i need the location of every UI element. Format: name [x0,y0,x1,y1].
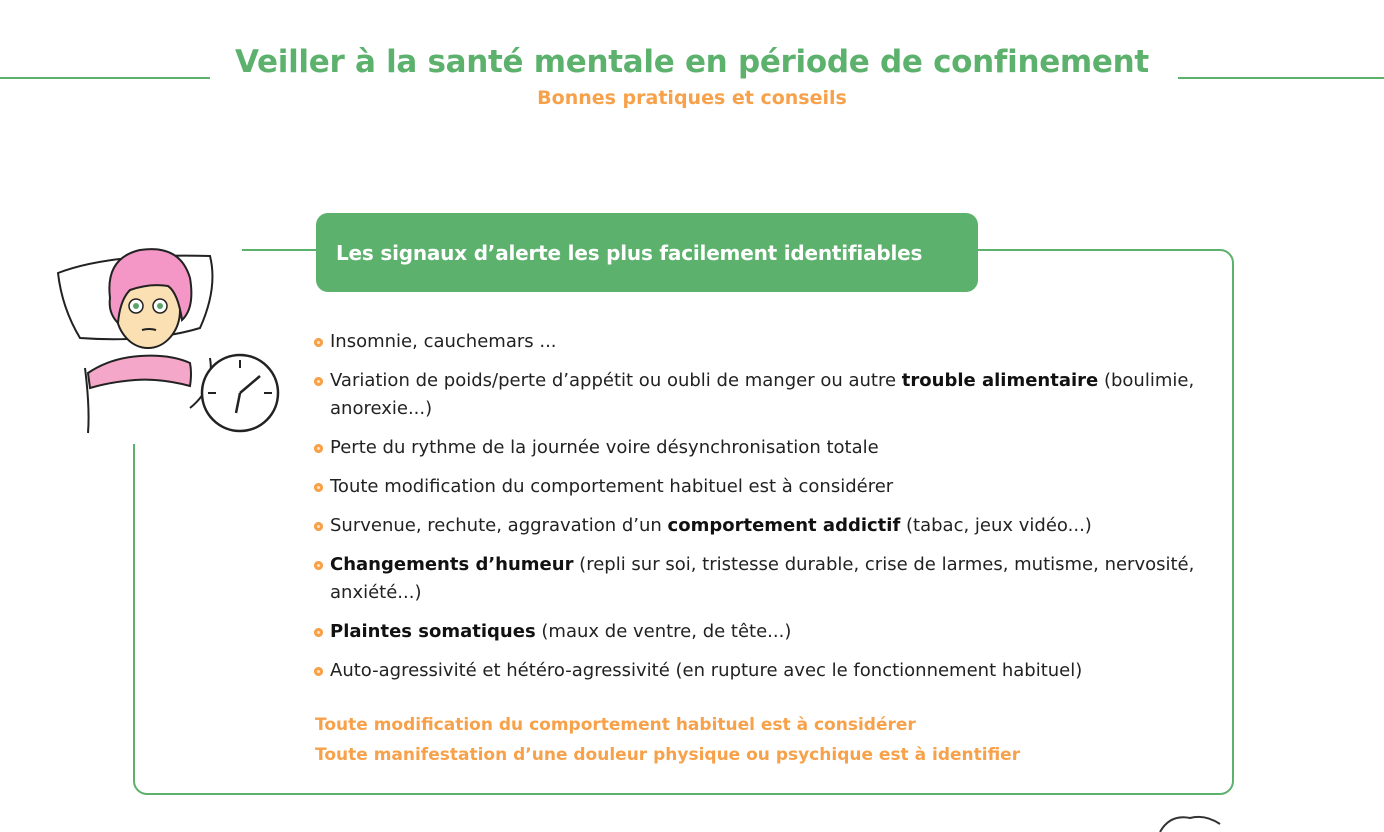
alert-signals-list [314,328,1214,696]
orange-dot-bullet-icon [314,377,323,386]
highlight-note: Toute modification du comportement habituel est à considérer [315,715,916,735]
sleepless-person-with-clock-icon [50,238,290,438]
list-item: Plaintes somatiques (maux de ventre, de tête...) [314,618,1214,646]
orange-dot-bullet-icon [314,444,323,453]
list-item: Insomnie, cauchemars ... [314,328,1214,356]
highlight-note: Toute manifestation d’une douleur physique ou psychique est à identifier [315,745,1021,765]
orange-dot-bullet-icon [314,522,323,531]
page-title: Veiller à la santé mentale en période de confinement [235,44,1149,80]
list-item: Toute modification du comportement habituel est à considérer [314,473,1214,501]
card-heading-banner [316,213,978,292]
page-subtitle: Bonnes pratiques et conseils [537,87,847,109]
card-heading: Les signaux d’alerte les plus facilement identifiables [336,240,923,265]
list-item: Changements d’humeur (repli sur soi, tristesse durable, crise de larmes, mutisme, nervosité, anxiété...) [314,551,1214,607]
list-item: Perte du rythme de la journée voire désynchronisation totale [314,434,1214,462]
highlight-notes [315,710,1020,770]
orange-dot-bullet-icon [314,483,323,492]
list-item: Variation de poids/perte d’appétit ou oubli de manger ou autre trouble alimentaire (boulimie, anorexie...) [314,367,1214,423]
orange-dot-bullet-icon [314,628,323,637]
orange-dot-bullet-icon [314,338,323,347]
logo-fragment-icon [1150,812,1240,832]
orange-dot-bullet-icon [314,667,323,676]
orange-dot-bullet-icon [314,561,323,570]
list-item: Survenue, rechute, aggravation d’un comportement addictif (tabac, jeux vidéo...) [314,512,1214,540]
list-item: Auto-agressivité et hétéro-agressivité (en rupture avec le fonctionnement habituel) [314,657,1214,685]
